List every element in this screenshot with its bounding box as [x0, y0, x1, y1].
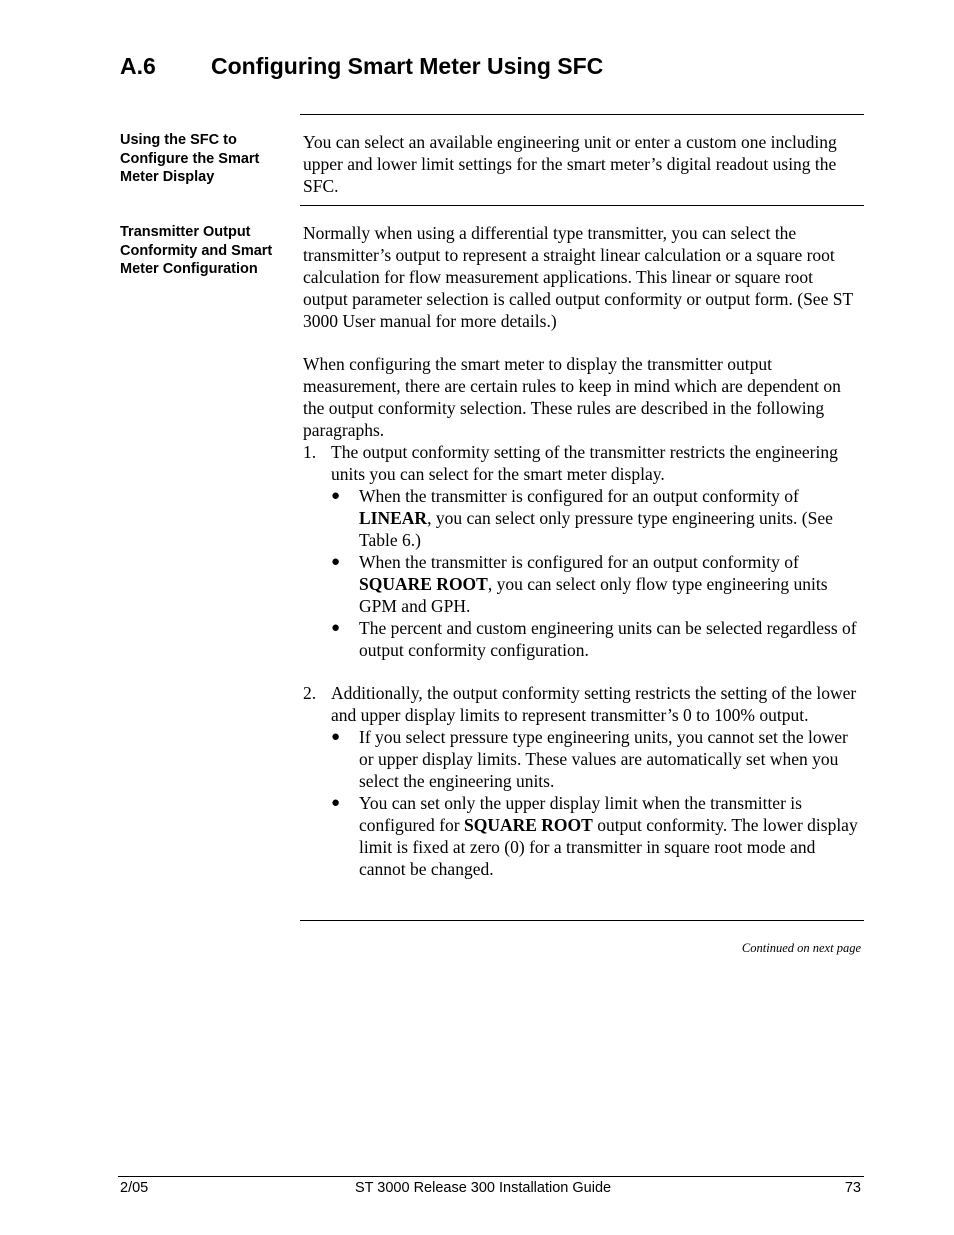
footer-divider — [118, 1176, 864, 1177]
footer-title: ST 3000 Release 300 Installation Guide — [355, 1180, 612, 1196]
bullet-item: ● The percent and custom engineering units can be selected regardless of output conformity configuration. — [331, 618, 857, 660]
topic2-paragraph-2: When configuring the smart meter to display the transmitter output measurement, there are certain rules to keep in mind which are dependent on the output conformity selection. These rules are described in the following paragraphs. — [303, 354, 841, 440]
side-heading-output-conformity: Transmitter Output Conformity and Smart Meter Configuration — [120, 224, 273, 277]
continued-note: Continued on next page — [741, 941, 861, 955]
bullet-icon: ● — [331, 488, 341, 504]
topic1-body — [303, 131, 859, 197]
bullet-item: ● When the transmitter is configured for an output conformity of SQUARE ROOT, you can select only flow type engineering units GPM and GPH. — [331, 552, 828, 616]
side-heading-using-sfc: Using the SFC to Configure the Smart Meter Display — [120, 132, 260, 185]
bullet-icon: ● — [331, 620, 341, 636]
bullet-item: ● When the transmitter is configured for an output conformity of LINEAR, you can select only pressure type engineering units. (See Table 6.) — [331, 486, 833, 550]
section-title: Configuring Smart Meter Using SFC — [211, 53, 604, 79]
section-end-divider — [300, 920, 864, 921]
topic2-body — [303, 222, 859, 880]
topic1-paragraph: You can select an available engineering unit or enter a custom one including upper and lower limit settings for the smart meter’s digital readout using the SFC. — [303, 132, 837, 196]
bullet-item: ● If you select pressure type engineering units, you cannot set the lower or upper display limits. These values are automatically set when you select the engineering units. — [331, 727, 848, 791]
topic2-paragraph-1: Normally when using a differential type transmitter, you can select the transmitter’s output to represent a straight linear calculation or a square root calculation for flow measurement applications. This linear or square root output parameter selection is called output conformity or output form. (See ST 3000 User manual for more details.) — [303, 223, 853, 331]
bullet-item: ● You can set only the upper display limit when the transmitter is configured for SQUARE ROOT output conformity. The lower display limit is fixed at zero (0) for a transmitter in square root mode and cannot be changed. — [331, 793, 858, 879]
bullet-icon: ● — [331, 554, 341, 570]
bullet-icon: ● — [331, 795, 341, 811]
topic-divider — [300, 205, 864, 206]
footer-date: 2/05 — [120, 1180, 149, 1196]
section-divider — [300, 114, 864, 115]
item-number: 1. — [303, 442, 317, 462]
item-text: Additionally, the output conformity setting restricts the setting of the lower and upper display limits to represent transmitter’s 0 to 100% output. — [331, 683, 857, 725]
item-text: The output conformity setting of the transmitter restricts the engineering units you can select for the smart meter display. — [331, 442, 838, 484]
page-number: 73 — [844, 1180, 861, 1196]
numbered-item-1 — [303, 441, 859, 661]
section-number: A.6 — [120, 53, 156, 79]
section-heading — [120, 50, 603, 82]
bullet-icon: ● — [331, 729, 341, 745]
item-number: 2. — [303, 683, 317, 703]
numbered-item-2 — [303, 682, 859, 880]
